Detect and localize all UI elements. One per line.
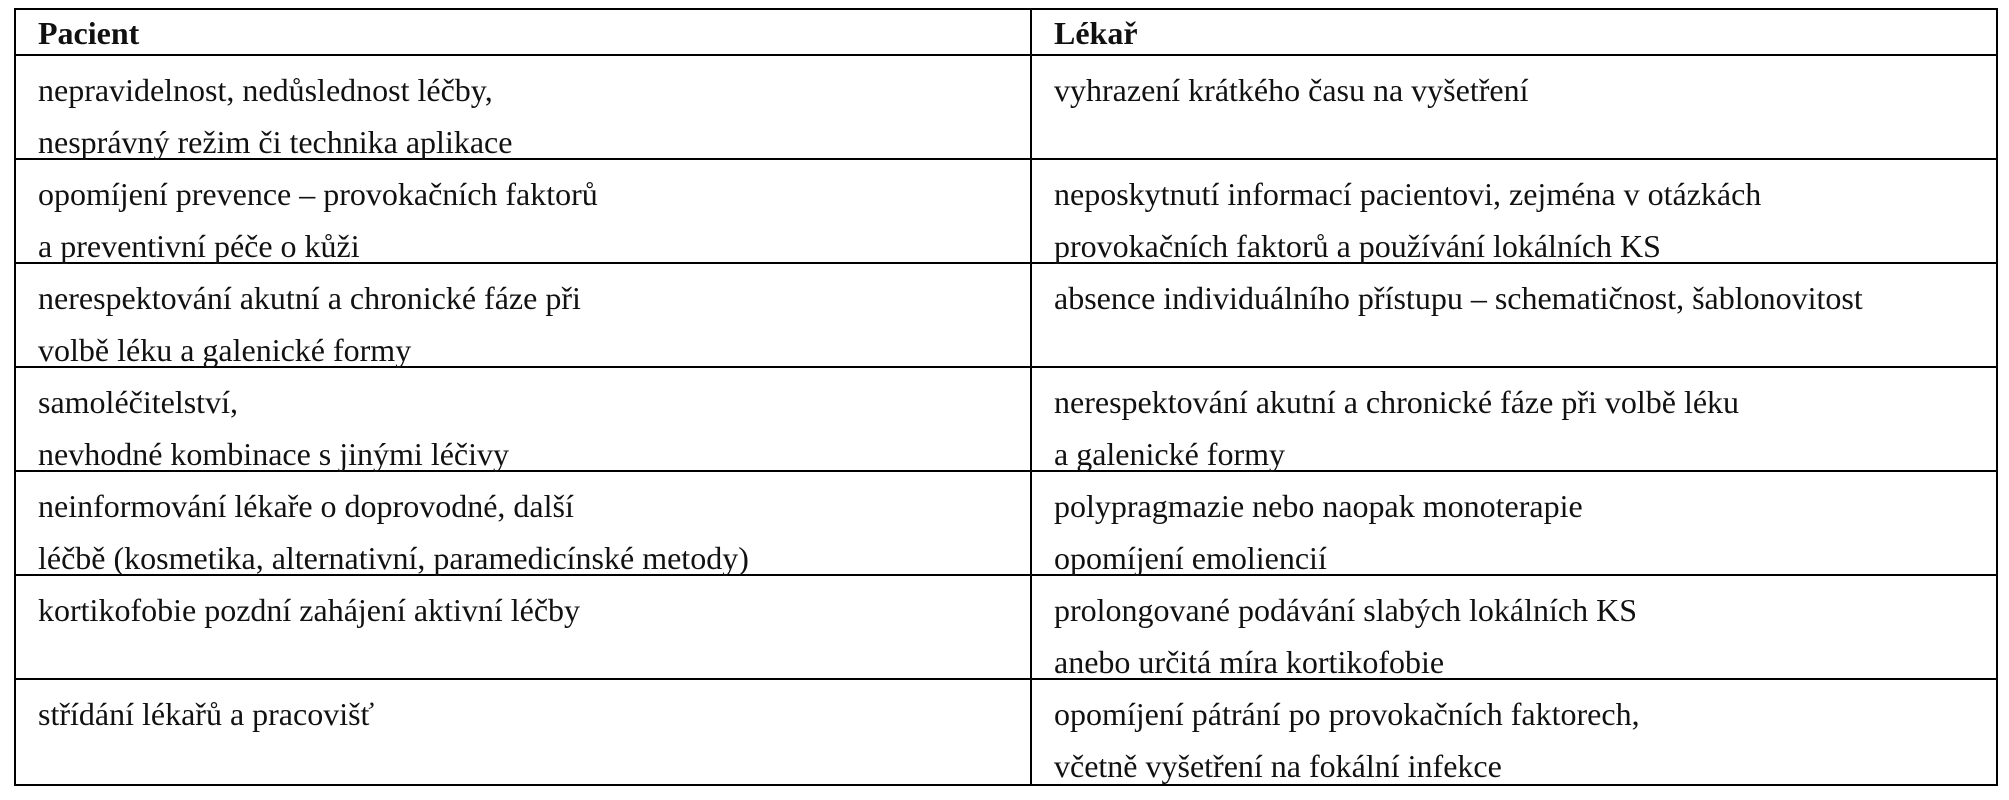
cell-line: kortikofobie pozdní zahájení aktivní léčby bbox=[38, 592, 581, 628]
cell-line: nepravidelnost, nedůslednost léčby, bbox=[38, 72, 493, 108]
header-pacient: Pacient bbox=[16, 10, 1032, 56]
cell-line: neinformování lékaře o doprovodné, další bbox=[38, 488, 574, 524]
table-cell-lekar bbox=[1032, 368, 1996, 472]
table-cell-pacient bbox=[16, 472, 1032, 576]
cell-line: střídání lékařů a pracovišť bbox=[38, 696, 375, 732]
cell-line: nesprávný režim či technika aplikace bbox=[38, 124, 513, 160]
comparison-table bbox=[14, 8, 1998, 786]
table-cell-pacient bbox=[16, 160, 1032, 264]
table-cell-lekar bbox=[1032, 56, 1996, 160]
table-cell-pacient bbox=[16, 368, 1032, 472]
header-lekar: Lékař bbox=[1032, 10, 1996, 56]
cell-line: prolongované podávání slabých lokálních KS bbox=[1054, 592, 1637, 628]
table-cell-lekar bbox=[1032, 680, 1996, 784]
cell-line: léčbě (kosmetika, alternativní, paramedicínské metody) bbox=[38, 540, 749, 576]
cell-line: vyhrazení krátkého času na vyšetření bbox=[1054, 72, 1529, 108]
cell-line: nevhodné kombinace s jinými léčivy bbox=[38, 436, 509, 472]
cell-line: polypragmazie nebo naopak monoterapie bbox=[1054, 488, 1583, 524]
cell-line: nerespektování akutní a chronické fáze při volbě léku bbox=[1054, 384, 1740, 420]
cell-line: absence individuálního přístupu – schematičnost, šablonovitost bbox=[1054, 280, 1863, 316]
cell-line: samoléčitelství, bbox=[38, 384, 238, 420]
cell-line: včetně vyšetření na fokální infekce bbox=[1054, 748, 1502, 784]
cell-line: a galenické formy bbox=[1054, 436, 1285, 472]
cell-line: opomíjení emoliencií bbox=[1054, 540, 1327, 576]
cell-line: provokačních faktorů a používání lokálních KS bbox=[1054, 228, 1661, 264]
cell-line: a preventivní péče o kůži bbox=[38, 228, 360, 264]
table-cell-pacient bbox=[16, 264, 1032, 368]
table-cell-pacient bbox=[16, 56, 1032, 160]
table-cell-lekar bbox=[1032, 472, 1996, 576]
table-cell-lekar bbox=[1032, 160, 1996, 264]
cell-line: anebo určitá míra kortikofobie bbox=[1054, 644, 1445, 680]
table-cell-lekar bbox=[1032, 576, 1996, 680]
cell-line: opomíjení pátrání po provokačních faktorech, bbox=[1054, 696, 1640, 732]
cell-line: nerespektování akutní a chronické fáze při bbox=[38, 280, 581, 316]
cell-line: volbě léku a galenické formy bbox=[38, 332, 412, 368]
table-cell-pacient bbox=[16, 680, 1032, 784]
table-cell-lekar bbox=[1032, 264, 1996, 368]
cell-line: opomíjení prevence – provokačních faktorů bbox=[38, 176, 598, 212]
table-cell-pacient bbox=[16, 576, 1032, 680]
cell-line: neposkytnutí informací pacientovi, zejména v otázkách bbox=[1054, 176, 1762, 212]
